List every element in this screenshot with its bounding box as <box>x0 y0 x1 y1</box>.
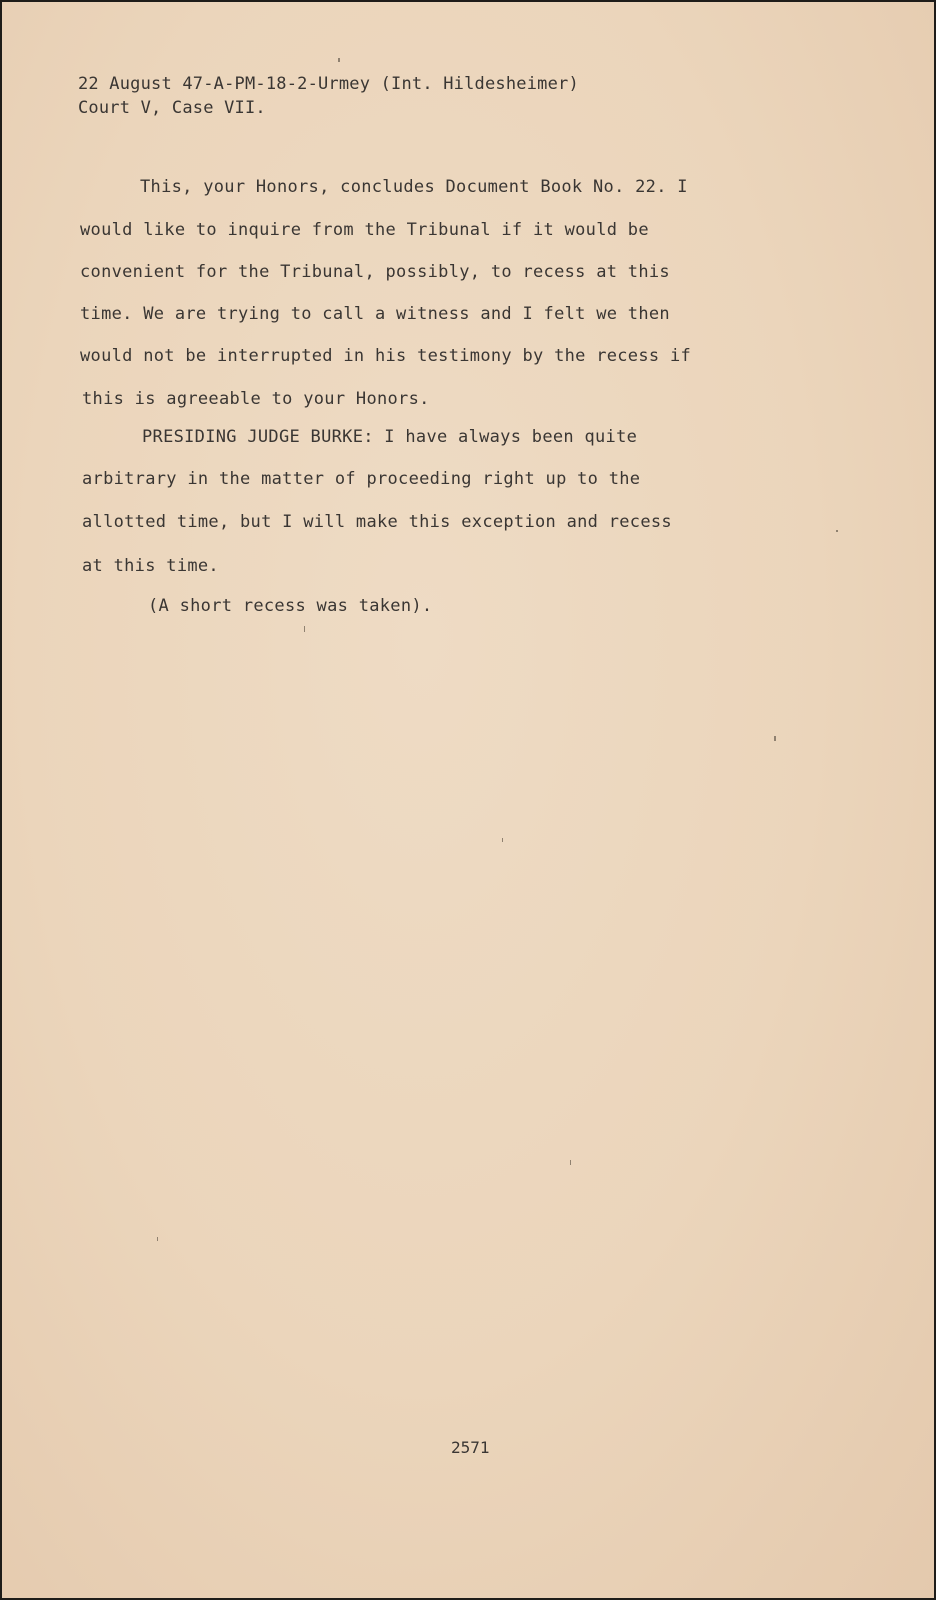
paragraph-2-line-2: arbitrary in the matter of proceeding right up to the <box>82 469 641 489</box>
paragraph-1-line-4: time. We are trying to call a witness and I felt we then <box>80 304 670 324</box>
paragraph-1-line-1: This, your Honors, concludes Document Book No. 22. I <box>140 177 688 197</box>
paragraph-1-line-5: would not be interrupted in his testimony by the recess if <box>80 346 692 366</box>
paragraph-2-line-3: allotted time, but I will make this exception and recess <box>82 512 672 532</box>
paragraph-1-line-6: this is agreeable to your Honors. <box>82 389 430 409</box>
header-line-1: 22 August 47-A-PM-18-2-Urmey (Int. Hildesheimer) <box>78 74 579 94</box>
header-line-2: Court V, Case VII. <box>78 98 266 118</box>
recess-note: (A short recess was taken). <box>148 596 433 616</box>
paragraph-2-line-1: PRESIDING JUDGE BURKE: I have always been quite <box>142 427 638 447</box>
paper-speck <box>502 838 503 842</box>
paper-speck <box>157 1237 158 1241</box>
paper-speck <box>570 1160 571 1165</box>
page-number: 2571 <box>451 1438 490 1457</box>
paragraph-1-line-2: would like to inquire from the Tribunal if it would be <box>80 220 649 240</box>
paragraph-2-line-4: at this time. <box>82 556 219 576</box>
paragraph-1-line-3: convenient for the Tribunal, possibly, to recess at this <box>80 262 670 282</box>
paper-speck <box>774 736 776 741</box>
paper-speck <box>304 626 305 632</box>
paper-speck <box>338 58 340 62</box>
paper-speck <box>836 530 838 532</box>
document-page <box>2 2 934 1598</box>
